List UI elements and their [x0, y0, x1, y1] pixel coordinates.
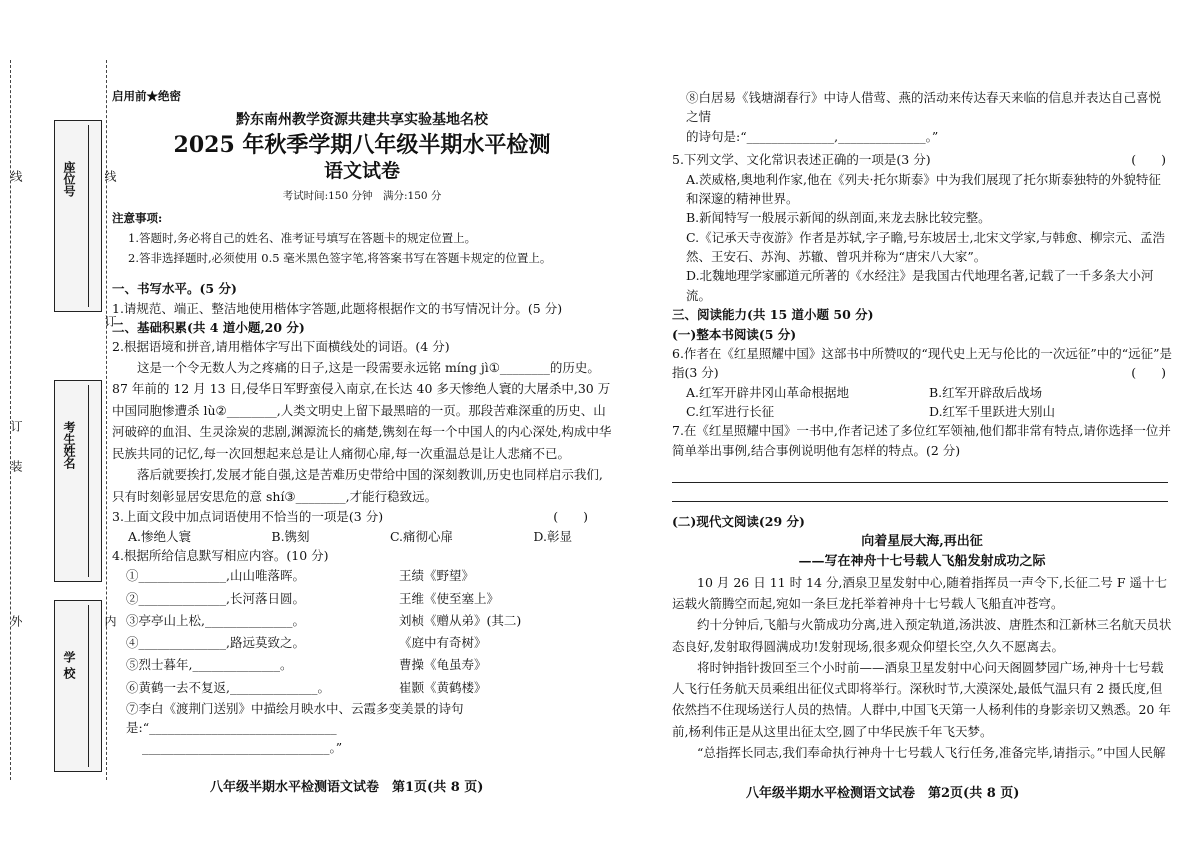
- passage-paragraph-2: 落后就要挨打,发展才能自强,这是苦难历史带给中国的深刻教训,历史也同样启示我们,只有时刻彰显居安思危的意 shí③________,才能行稳致远。: [112, 467, 603, 504]
- confidential-mark: 启用前★绝密: [112, 89, 181, 103]
- question-5-text: 5.下列文学、文化常识表述正确的一项是(3 分): [672, 152, 931, 168]
- inner-dashed-line: [106, 60, 107, 780]
- question-3-answer-paren[interactable]: ( ): [553, 509, 588, 525]
- q6-option-a[interactable]: A.红军开辟井冈山革命根据地: [686, 384, 850, 400]
- poem-line-5[interactable]: ⑤烈士暮年,______________。: [126, 657, 293, 673]
- section-1-heading: 一、书写水平。(5 分): [112, 281, 237, 297]
- subsection-1-heading: (一)整本书阅读(5 分): [672, 326, 797, 342]
- poem-fill-list: [112, 565, 612, 699]
- poem-line-8b[interactable]: 的诗句是:“______________,______________。”: [686, 128, 939, 144]
- student-name-box[interactable]: [54, 380, 102, 582]
- question-6-text: 6.作者在《红星照耀中国》这部书中所赞叹的“现代史上无与伦比的一次远征”中的“远征”是指(3 分): [672, 345, 1172, 381]
- school-write-line: [88, 605, 89, 767]
- poem-line-6[interactable]: ⑥黄鹤一去不复返,______________。: [126, 679, 330, 695]
- article-paragraph-4: “总指挥长同志,我们奉命执行神舟十七号载人飞行任务,准备完毕,请指示。”中国人民解: [697, 744, 1166, 760]
- article-paragraph-2: 约十分钟后,飞船与火箭成功分离,进入预定轨道,汤洪波、唐胜杰和江新林三名航天员状态良好,发射取得圆满成功!发射现场,很多观众仰望长空,久久不愿离去。: [672, 617, 1172, 654]
- poem-line-1[interactable]: ①______________,山山唯落晖。: [126, 568, 305, 584]
- strip-label-outside: 外: [9, 615, 23, 629]
- question-3-options: [112, 527, 612, 546]
- page-1-footer: 八年级半期水平检测语文试卷 第1页(共 8 页): [210, 780, 484, 795]
- page-2-footer: 八年级半期水平检测语文试卷 第2页(共 8 页): [746, 786, 1020, 801]
- q7-answer-line-2[interactable]: [672, 483, 1168, 502]
- poem-line-2[interactable]: ②______________,长河落日圆。: [126, 590, 305, 606]
- q5-option-b[interactable]: B.新闻特写一般展示新闻的纵剖面,来龙去脉比较完整。: [686, 210, 991, 226]
- option-b[interactable]: B.镌刻: [271, 528, 310, 544]
- strip-label-line-inner: 线: [103, 170, 117, 184]
- q5-option-d[interactable]: D.北魏地理学家郦道元所著的《水经注》是我国古代地理名著,记载了一千多条大小河流。: [686, 268, 1154, 303]
- question-5-answer-paren[interactable]: ( ): [1131, 152, 1166, 168]
- poem-source-5: 曹操《龟虽寿》: [399, 657, 487, 673]
- seat-write-line: [88, 125, 89, 307]
- option-a[interactable]: A.惨绝人寰: [128, 528, 192, 544]
- passage-paragraph-1: 这是一个令无数人为之疼痛的日子,这是一段需要永远铭 míng jì①________的历史。87 年前的 12 月 13 日,侵华日军野蛮侵入南京,在长达 40 多天惨绝人寰的大屠杀中,30 万中国同胞惨遭杀 lù②________,人类文明史上留下最黑暗的一页。那段苦难深重的历史、山河破碎的血泪、生灵涂炭的悲剧,渊源流长的痛楚,镌刻在每一个中国人的内心深处,构成中华民族共同的记忆,每一次回想起来总是让人痛彻心扉,每一次重温总是让人悲痛不已。: [112, 359, 612, 461]
- notice-2: 2.答非选择题时,必须使用 0.5 毫米黑色签字笔,将答案书写在答题卡规定的位置上。: [128, 251, 552, 266]
- q6-option-b[interactable]: B.红军开辟敌后战场: [929, 384, 1043, 400]
- page-1: [112, 88, 612, 757]
- strip-label-line: 线: [9, 170, 23, 184]
- article-paragraph-1: 10 月 26 日 11 时 14 分,酒泉卫星发射中心,随着指挥员一声令下,长征二号 F 遥十七运载火箭腾空而起,宛如一条巨龙托举着神舟十七号载人飞船直冲苍穹。: [672, 574, 1167, 612]
- question-6-answer-paren[interactable]: ( ): [1131, 365, 1166, 381]
- question-6: [672, 344, 1172, 383]
- strip-label-inside: 内: [103, 615, 117, 629]
- school-label: 学 校: [62, 651, 76, 680]
- question-2: 2.根据语境和拼音,请用楷体字写出下面横线处的词语。(4 分): [112, 339, 450, 355]
- notice-title: 注意事项:: [112, 210, 163, 225]
- option-d[interactable]: D.彰显: [533, 528, 572, 544]
- question-1: 1.请规范、端正、整洁地使用楷体字答题,此题将根据作文的书写情况计分。(5 分): [112, 300, 563, 316]
- page-2: [672, 88, 1172, 763]
- strip-label-seal: 装: [9, 460, 23, 474]
- question-3-text: 3.上面文段中加点词语使用不恰当的一项是(3 分): [112, 509, 384, 525]
- section-3-heading: 三、阅读能力(共 15 道小题 50 分): [672, 307, 874, 323]
- poem-line-4[interactable]: ④______________,路远莫致之。: [126, 635, 305, 651]
- notice-1: 1.答题时,务必将自己的姓名、准考证号填写在答题卡的规定位置上。: [128, 230, 477, 245]
- poem-source-6: 崔颢《黄鹤楼》: [399, 679, 487, 695]
- question-5: [672, 150, 1172, 169]
- article-paragraph-3: 将时钟指针拨回至三个小时前——酒泉卫星发射中心问天阁圆梦园广场,神舟十七号载人飞行任务航天员乘组出征仪式即将举行。深秋时节,大漠深处,最低气温只有 2 摄氏度,但依然挡不住现场送行人员的热情。人群中,中国飞天第一人杨利伟的身影亲切又熟悉。20 年前,杨利伟正是从这里出征太空,圆了中华民族千年飞天梦。: [672, 659, 1171, 739]
- binding-strip: [9, 60, 117, 780]
- q6-option-d[interactable]: D.红军千里跃进大别山: [929, 404, 1056, 419]
- exam-title: 2025 年秋季学期八年级半期水平检测: [173, 131, 551, 158]
- student-name-label: 考生姓名: [62, 421, 76, 469]
- question-3: [112, 507, 612, 526]
- q7-answer-line-1[interactable]: [672, 464, 1168, 483]
- strip-label-bind-inner: 订: [103, 315, 117, 329]
- q5-option-c[interactable]: C.《记承天寺夜游》作者是苏轼,字子瞻,号东坡居士,北宋文学家,与韩愈、柳宗元、孟浩然、王安石、苏洵、苏辙、曾巩并称为“唐宋八大家”。: [686, 229, 1165, 264]
- name-write-line: [88, 385, 89, 577]
- subsection-2-heading: (二)现代文阅读(29 分): [672, 514, 805, 530]
- seat-number-box[interactable]: [54, 120, 102, 312]
- question-4: 4.根据所给信息默写相应内容。(10 分): [112, 547, 329, 563]
- poem-source-3: 刘桢《赠从弟》(其二): [399, 612, 522, 628]
- question-7: 7.在《红星照耀中国》一书中,作者记述了多位红军领袖,他们都非常有特点,请你选择一位并简单举出事例,结合事例说明他有怎样的特点。(2 分): [672, 423, 1171, 458]
- section-2-heading: 二、基础积累(共 4 道小题,20 分): [112, 319, 305, 335]
- seat-number-label: 座位号: [62, 161, 76, 197]
- option-c[interactable]: C.痛彻心扉: [389, 528, 454, 544]
- article-title: 向着星辰大海,再出征: [861, 533, 983, 549]
- exam-subject: 语文试卷: [323, 160, 400, 182]
- school-box[interactable]: [54, 600, 102, 772]
- poem-source-4: 《庭中有奇树》: [399, 635, 487, 651]
- poem-source-2: 王维《使至塞上》: [399, 590, 500, 606]
- poem-line-7b[interactable]: ______________________________。”: [142, 739, 343, 755]
- poem-line-3[interactable]: ③亭亭山上松,______________。: [126, 612, 305, 628]
- question-6-options: [672, 383, 1172, 422]
- poem-line-8a: ⑧白居易《钱塘湖春行》中诗人借莺、燕的活动来传达春天来临的信息并表达自己喜悦之情: [686, 90, 1162, 125]
- q5-option-a[interactable]: A.茨威格,奥地利作家,他在《列夫·托尔斯泰》中为我们展现了托尔斯泰独特的外貌特征和深邃的精神世界。: [686, 171, 1161, 206]
- poem-line-7a[interactable]: ⑦李白《渡荆门送别》中描绘月映水中、云霞多变美景的诗句是:“______________________________: [126, 700, 464, 736]
- q6-option-c[interactable]: C.红军进行长征: [686, 404, 775, 419]
- poem-source-1: 王绩《野望》: [399, 568, 475, 584]
- strip-label-bind: 订: [9, 420, 23, 434]
- article-subtitle: ——写在神舟十七号载人飞船发射成功之际: [798, 553, 1046, 569]
- school-header: 黔东南州教学资源共建共享实验基地名校: [236, 111, 488, 128]
- exam-meta: 考试时间:150 分钟 满分:150 分: [282, 189, 442, 202]
